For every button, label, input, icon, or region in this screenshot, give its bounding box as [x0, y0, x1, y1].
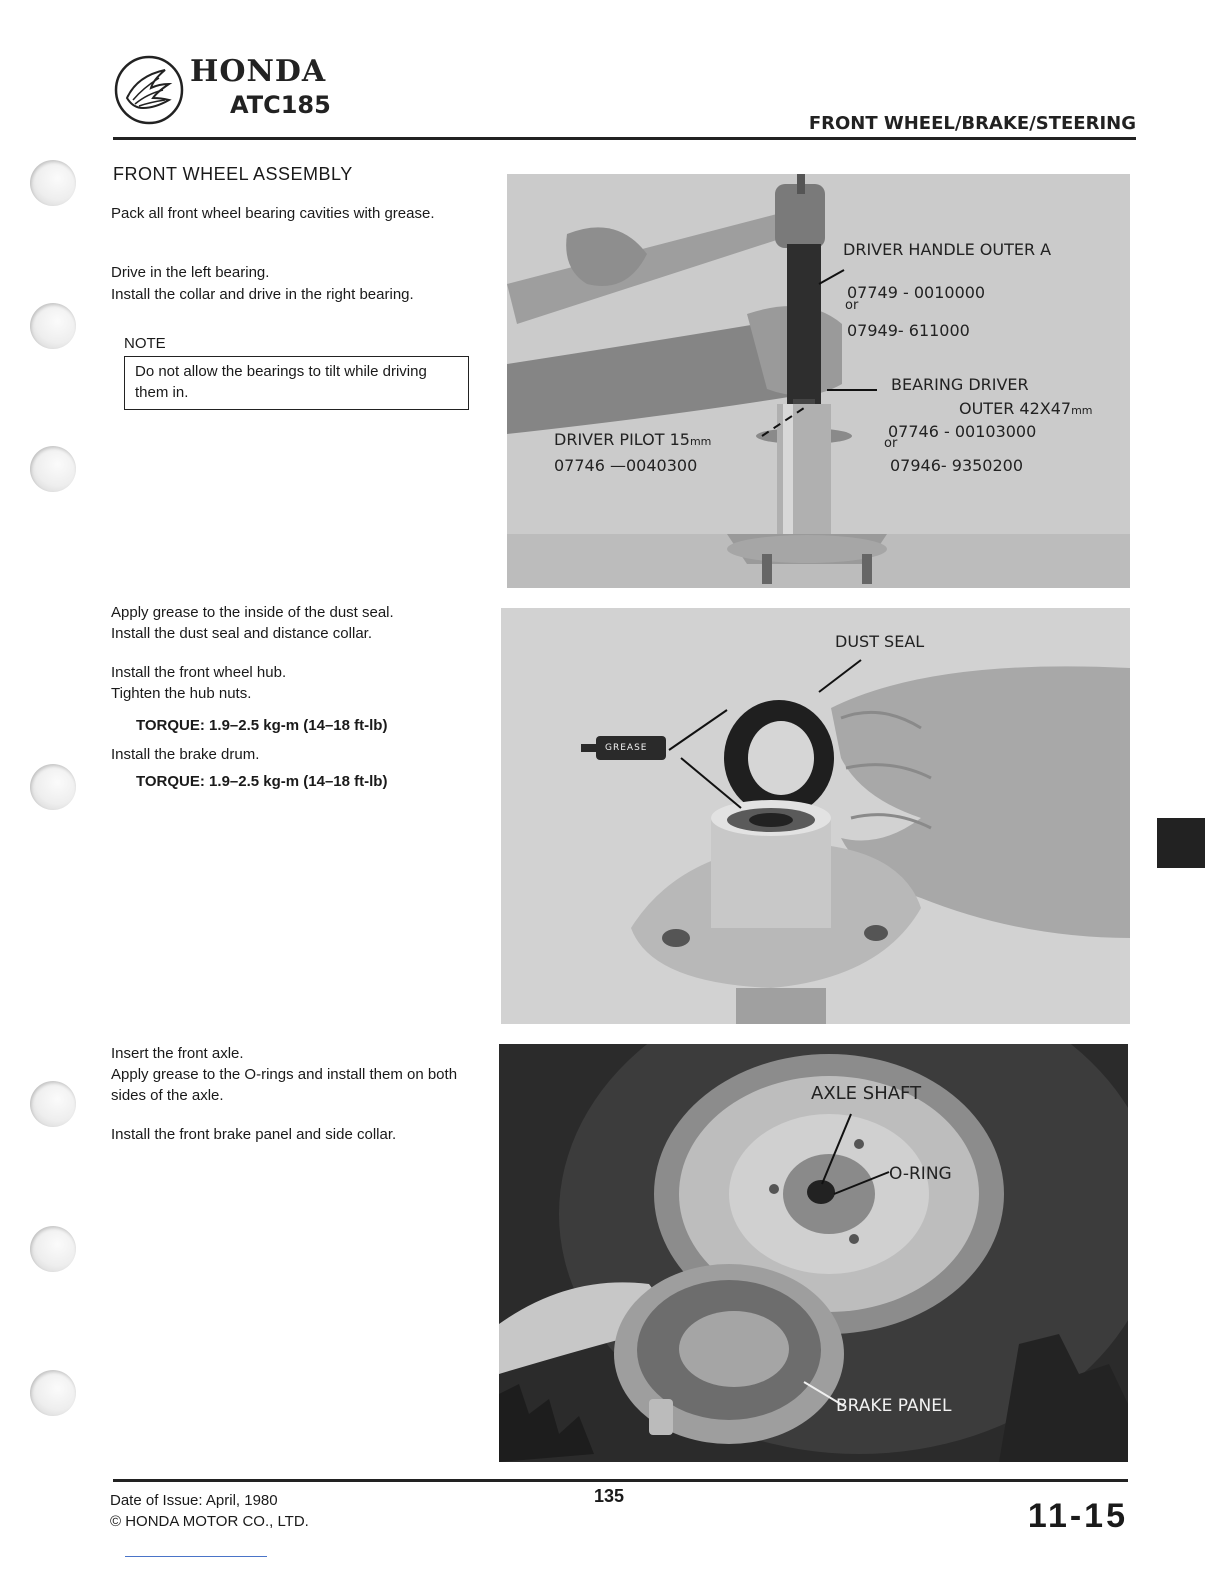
binder-hole [30, 1226, 76, 1272]
chapter-page-number: 11-15 [1027, 1497, 1128, 1535]
honda-wing-logo-icon [113, 54, 185, 126]
instruction-right-bearing: Install the collar and drive in the right bearing. [111, 286, 414, 303]
note-label: NOTE [124, 335, 166, 352]
instruction-pack-grease: Pack all front wheel bearing cavities with grease. [111, 205, 435, 222]
chapter-thumb-tab [1157, 818, 1205, 868]
instruction-hub-nuts: Tighten the hub nuts. [111, 685, 252, 702]
issue-date: Date of Issue: April, 1980 [110, 1492, 278, 1509]
torque-spec-hub-nuts: TORQUE: 1.9–2.5 kg-m (14–18 ft-lb) [136, 717, 388, 734]
label-bearing-driver: BEARING DRIVER [891, 375, 1029, 394]
label-driver-handle: DRIVER HANDLE OUTER A [843, 240, 1052, 259]
section-heading: FRONT WHEEL ASSEMBLY [113, 164, 353, 184]
label-o-ring: O-RING [889, 1164, 952, 1184]
model-name: ATC185 [230, 91, 331, 119]
label-bearing-driver-pn1: 07746 - 00103000 [888, 422, 1037, 441]
torque-spec-brake-drum: TORQUE: 1.9–2.5 kg-m (14–18 ft-lb) [136, 773, 388, 790]
instruction-front-axle: Insert the front axle. [111, 1045, 244, 1062]
instruction-left-bearing: Drive in the left bearing. [111, 264, 270, 281]
label-driver-handle-pn2: 07949- 611000 [847, 321, 970, 340]
photo-bearing-driver [507, 174, 1130, 588]
label-driver-pilot: DRIVER PILOT 15mm [554, 430, 712, 449]
photo-bearing-driver-image [507, 174, 1130, 588]
binder-hole [30, 1081, 76, 1127]
binder-hole [30, 1370, 76, 1416]
footer-rule [113, 1479, 1128, 1482]
label-dust-seal: DUST SEAL [835, 632, 925, 651]
brand-name: HONDA [190, 54, 327, 89]
instruction-dust-seal-grease: Apply grease to the inside of the dust seal. [111, 604, 394, 621]
label-driver-pilot-pn: 07746 —0040300 [554, 456, 698, 475]
scan-artifact-line [125, 1556, 267, 1557]
label-axle-shaft: AXLE SHAFT [811, 1083, 922, 1104]
header-rule [113, 137, 1136, 140]
binder-hole [30, 160, 76, 206]
binder-hole [30, 303, 76, 349]
label-or: or [845, 298, 859, 313]
instruction-o-rings: Apply grease to the O-rings and install them on both sides of the axle. [111, 1066, 458, 1104]
instruction-dust-seal-install: Install the dust seal and distance collar. [111, 625, 372, 642]
photo-dust-seal [501, 608, 1130, 1024]
page-number: 135 [594, 1486, 625, 1506]
label-bearing-driver-size: OUTER 42X47mm [959, 399, 1093, 418]
photo-axle-brake-panel [499, 1044, 1128, 1462]
photo-axle-brake-panel-image [499, 1044, 1128, 1462]
label-or: or [884, 436, 898, 451]
section-title: FRONT WHEEL/BRAKE/STEERING [808, 113, 1136, 134]
copyright: © HONDA MOTOR CO., LTD. [110, 1513, 309, 1530]
photo-dust-seal-image [501, 608, 1130, 1024]
instruction-brake-panel: Install the front brake panel and side collar. [111, 1126, 397, 1143]
note-text: Do not allow the bearings to tilt while driving them in. [135, 363, 427, 401]
binder-hole [30, 764, 76, 810]
instruction-wheel-hub: Install the front wheel hub. [111, 664, 287, 681]
label-brake-panel: BRAKE PANEL [836, 1396, 952, 1416]
label-grease: GREASE [605, 743, 648, 753]
note-box [124, 356, 469, 410]
label-driver-handle-pn1: 07749 - 0010000 [847, 283, 986, 302]
instruction-brake-drum: Install the brake drum. [111, 746, 260, 763]
binder-hole [30, 446, 76, 492]
label-bearing-driver-pn2: 07946- 9350200 [890, 456, 1024, 475]
